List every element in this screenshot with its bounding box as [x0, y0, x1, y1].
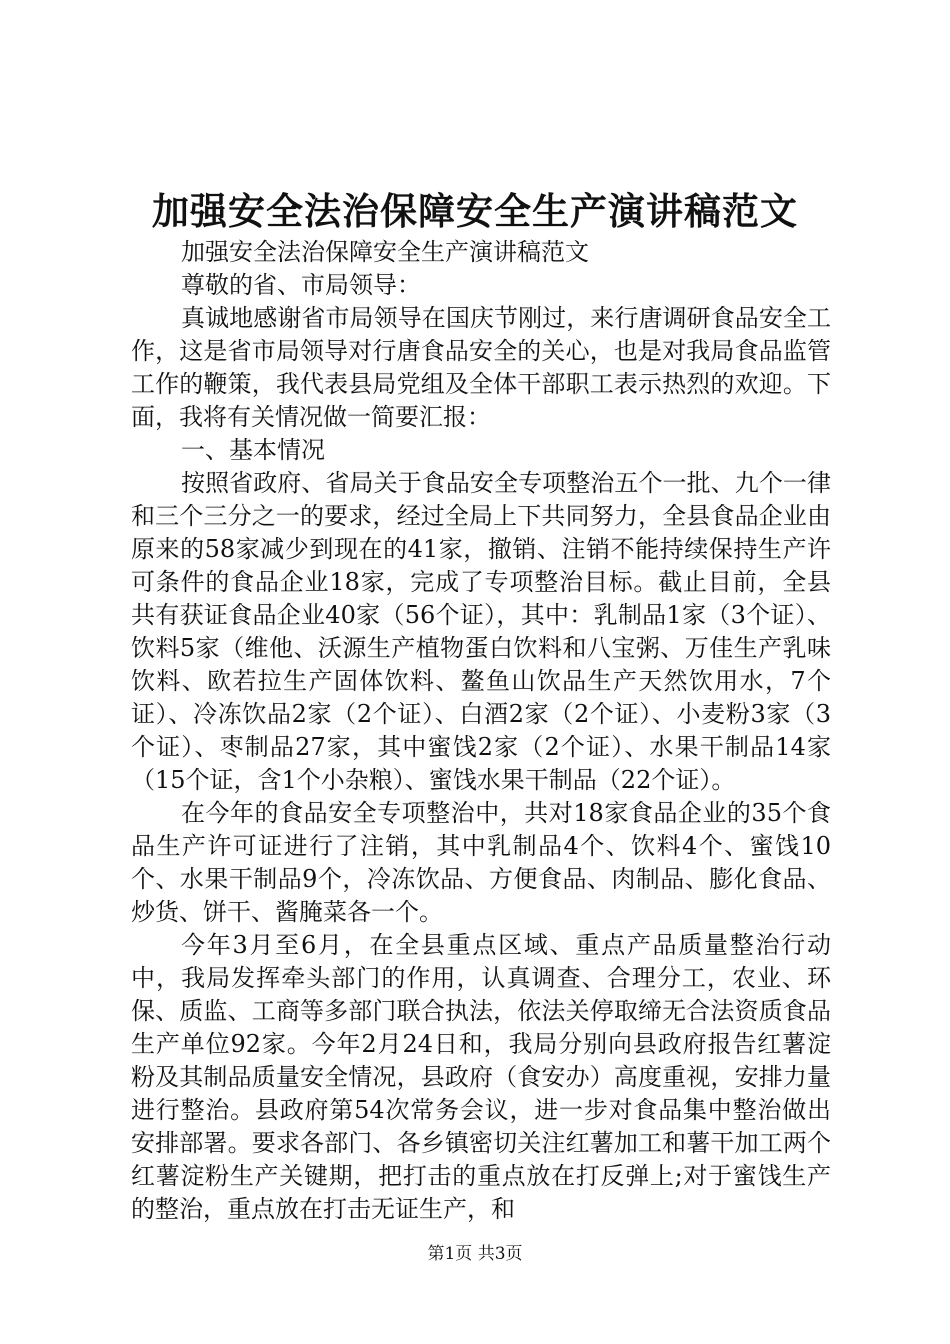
document-title: 加强安全法治保障安全生产演讲稿范文 — [152, 189, 798, 233]
paragraph-intro: 真诚地感谢省市局领导在国庆节刚过，来行唐调研食品安全工作，这是省市局领导对行唐食品安全的关心，也是对我局食品监管工作的鞭策，我代表县局党组及全体干部职工表示热烈的欢迎。下面，我将有关情况做一简要汇报： — [131, 304, 831, 431]
paragraph-subtitle: 加强安全法治保障安全生产演讲稿范文 — [181, 238, 589, 266]
paragraph-cancellation: 在今年的食品安全专项整治中，共对18家食品企业的35个食品生产许可证进行了注销，其中乳制品4个、饮料4个、蜜饯10个、水果干制品9个，冷冻饮品、方便食品、肉制品、膨化食品、炒货、饼干、酱腌菜各一个。 — [131, 799, 831, 926]
paragraph-salutation: 尊敬的省、市局领导： — [181, 271, 421, 299]
paragraph-rectification: 今年3月至6月，在全县重点区域、重点产品质量整治行动中，我局发挥牵头部门的作用，认真调查、合理分工，农业、环保、质监、工商等多部门联合执法，依法关停取缔无合法资质食品生产单位92家。今年2月24日和，我局分别向县政府报告红薯淀粉及其制品质量安全情况，县政府（食安办）高度重视，安排力量进行整治。县政府第54次常务会议，进一步对食品集中整治做出安排部署。要求各部门、各乡镇密切关注红薯加工和薯干加工两个红薯淀粉生产关键期，把打击的重点放在打反弹上;对于蜜饯生产的整治，重点放在打击无证生产，和 — [131, 931, 831, 1223]
document-body — [131, 236, 831, 1226]
section-heading-basic: 一、基本情况 — [181, 436, 325, 464]
page-footer: 第1页 共3页 — [427, 1244, 523, 1264]
paragraph-enterprises: 按照省政府、省局关于食品安全专项整治五个一批、九个一律和三个三分之一的要求，经过全局上下共同努力，全县食品企业由原来的58家减少到现在的41家，撤销、注销不能持续保持生产许可条件的食品企业18家，完成了专项整治目标。截止目前，全县共有获证食品企业40家（56个证），其中：乳制品1家（3个证）、饮料5家（维他、沃源生产植物蛋白饮料和八宝粥、万佳生产乳味饮料、欧若拉生产固体饮料、鳌鱼山饮品生产天然饮用水，7个证）、冷冻饮品2家（2个证）、白酒2家（2个证）、小麦粉3家（3个证）、枣制品27家，其中蜜饯2家（2个证）、水果干制品14家（15个证，含1个小杂粮）、蜜饯水果干制品（22个证）。 — [131, 469, 831, 794]
